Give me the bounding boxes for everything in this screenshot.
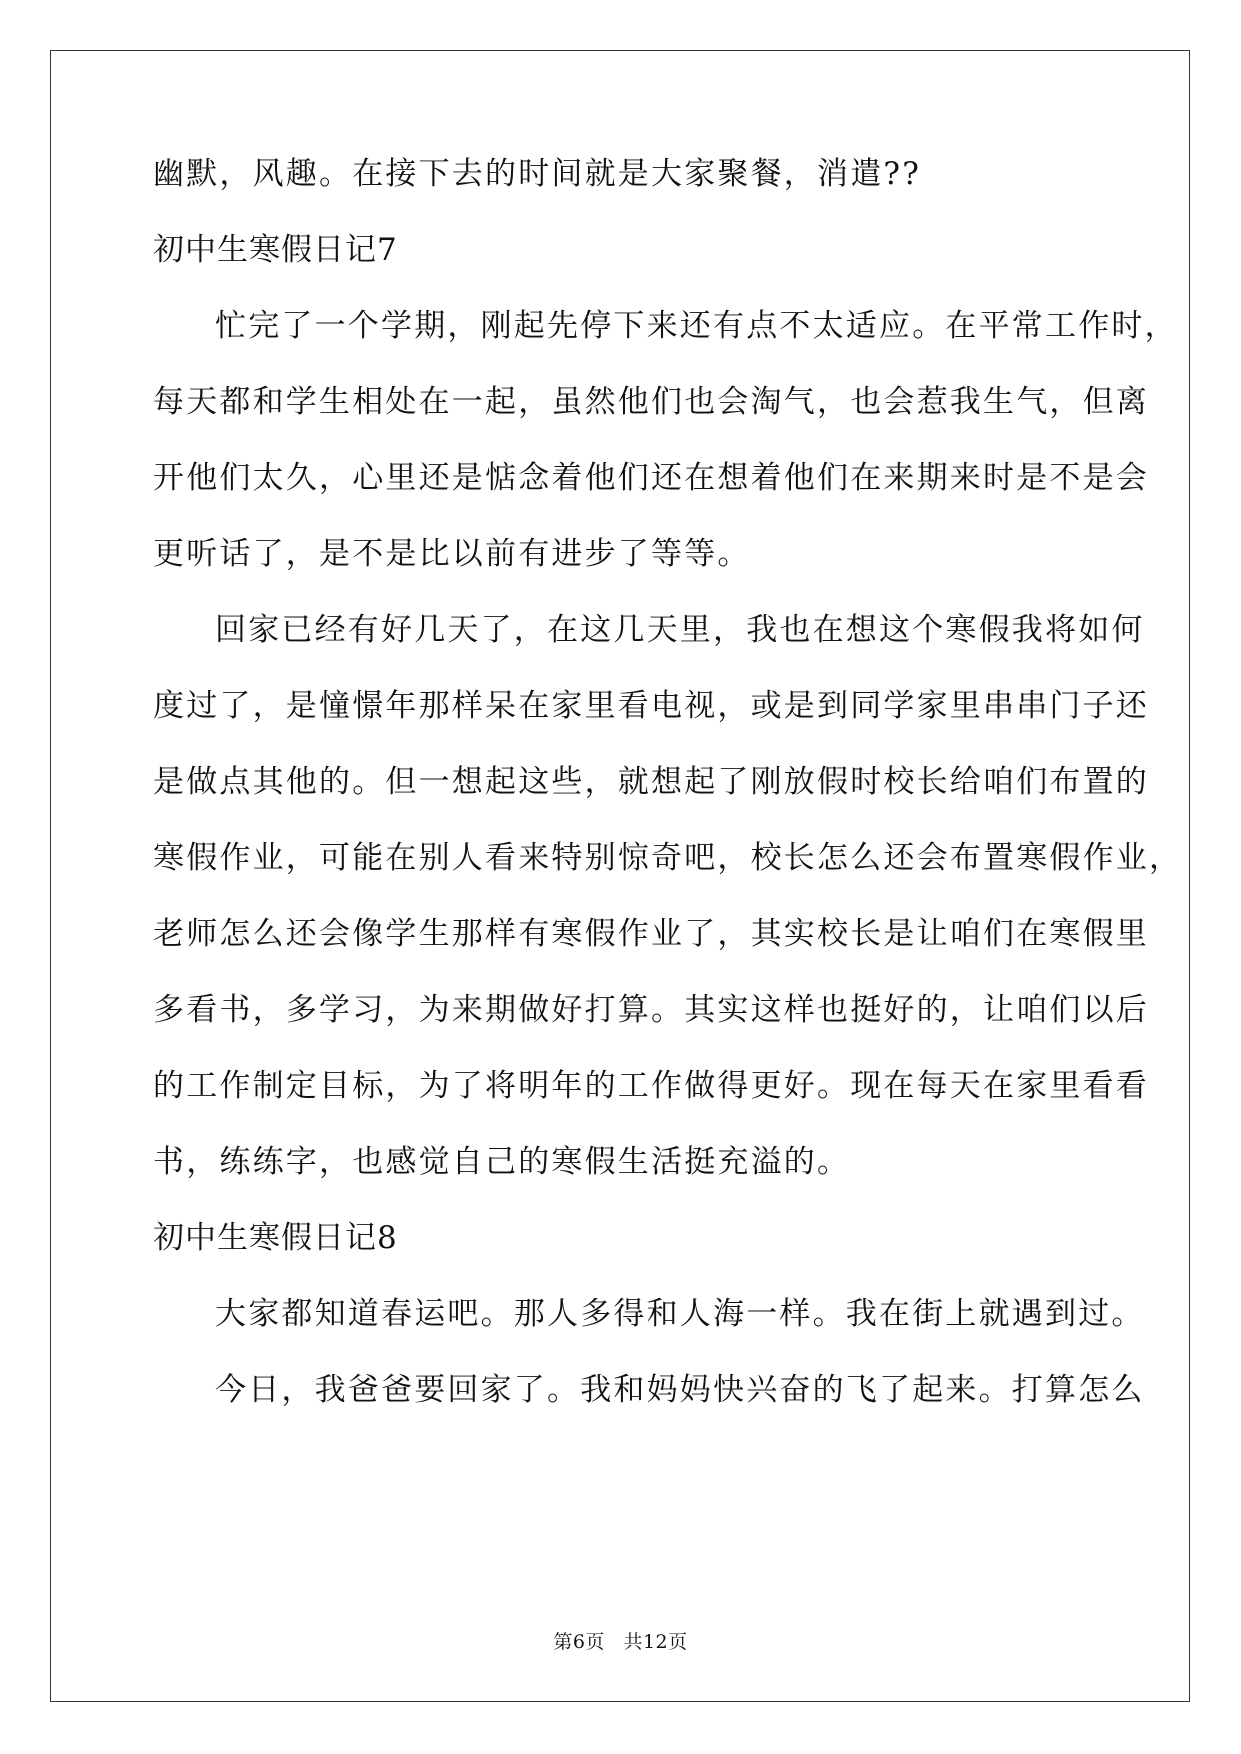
paragraph-line: 寒假作业，可能在别人看来特别惊奇吧，校长怎么还会布置寒假作业，: [153, 840, 1183, 876]
paragraph-line: 大家都知道春运吧。那人多得和人海一样。我在街上就遇到过。: [215, 1296, 1145, 1332]
paragraph-line: 书，练练字，也感觉自己的寒假生活挺充溢的。: [153, 1144, 851, 1180]
page-number-total: 共12页: [623, 1631, 688, 1653]
paragraph-line: 每天都和学生相处在一起，虽然他们也会淘气，也会惹我生气，但离: [153, 384, 1149, 420]
paragraph-line: 幽默，风趣。在接下去的时间就是大家聚餐，消遣??: [153, 156, 922, 192]
paragraph-line: 更听话了，是不是比以前有进步了等等。: [153, 536, 751, 572]
paragraph-line: 是做点其他的。但一想起这些，就想起了刚放假时校长给咱们布置的: [153, 764, 1149, 800]
section-heading: 初中生寒假日记7: [153, 232, 398, 268]
paragraph-line: 开他们太久，心里还是惦念着他们还在想着他们在来期来时是不是会: [153, 460, 1149, 496]
section-heading: 初中生寒假日记8: [153, 1220, 398, 1256]
paragraph-line: 忙完了一个学期，刚起先停下来还有点不太适应。在平常工作时，: [215, 308, 1178, 344]
page-footer: [0, 1630, 1241, 1654]
paragraph-line: 今日，我爸爸要回家了。我和妈妈快兴奋的飞了起来。打算怎么: [215, 1372, 1145, 1408]
paragraph-line: 回家已经有好几天了，在这几天里，我也在想这个寒假我将如何: [215, 612, 1145, 648]
paragraph-line: 度过了，是憧憬年那样呆在家里看电视，或是到同学家里串串门子还: [153, 688, 1149, 724]
paragraph-line: 老师怎么还会像学生那样有寒假作业了，其实校长是让咱们在寒假里: [153, 916, 1149, 952]
paragraph-line: 多看书，多学习，为来期做好打算。其实这样也挺好的，让咱们以后: [153, 992, 1149, 1028]
paragraph-line: 的工作制定目标，为了将明年的工作做得更好。现在每天在家里看看: [153, 1068, 1149, 1104]
page-number-current: 第6页: [553, 1631, 605, 1653]
